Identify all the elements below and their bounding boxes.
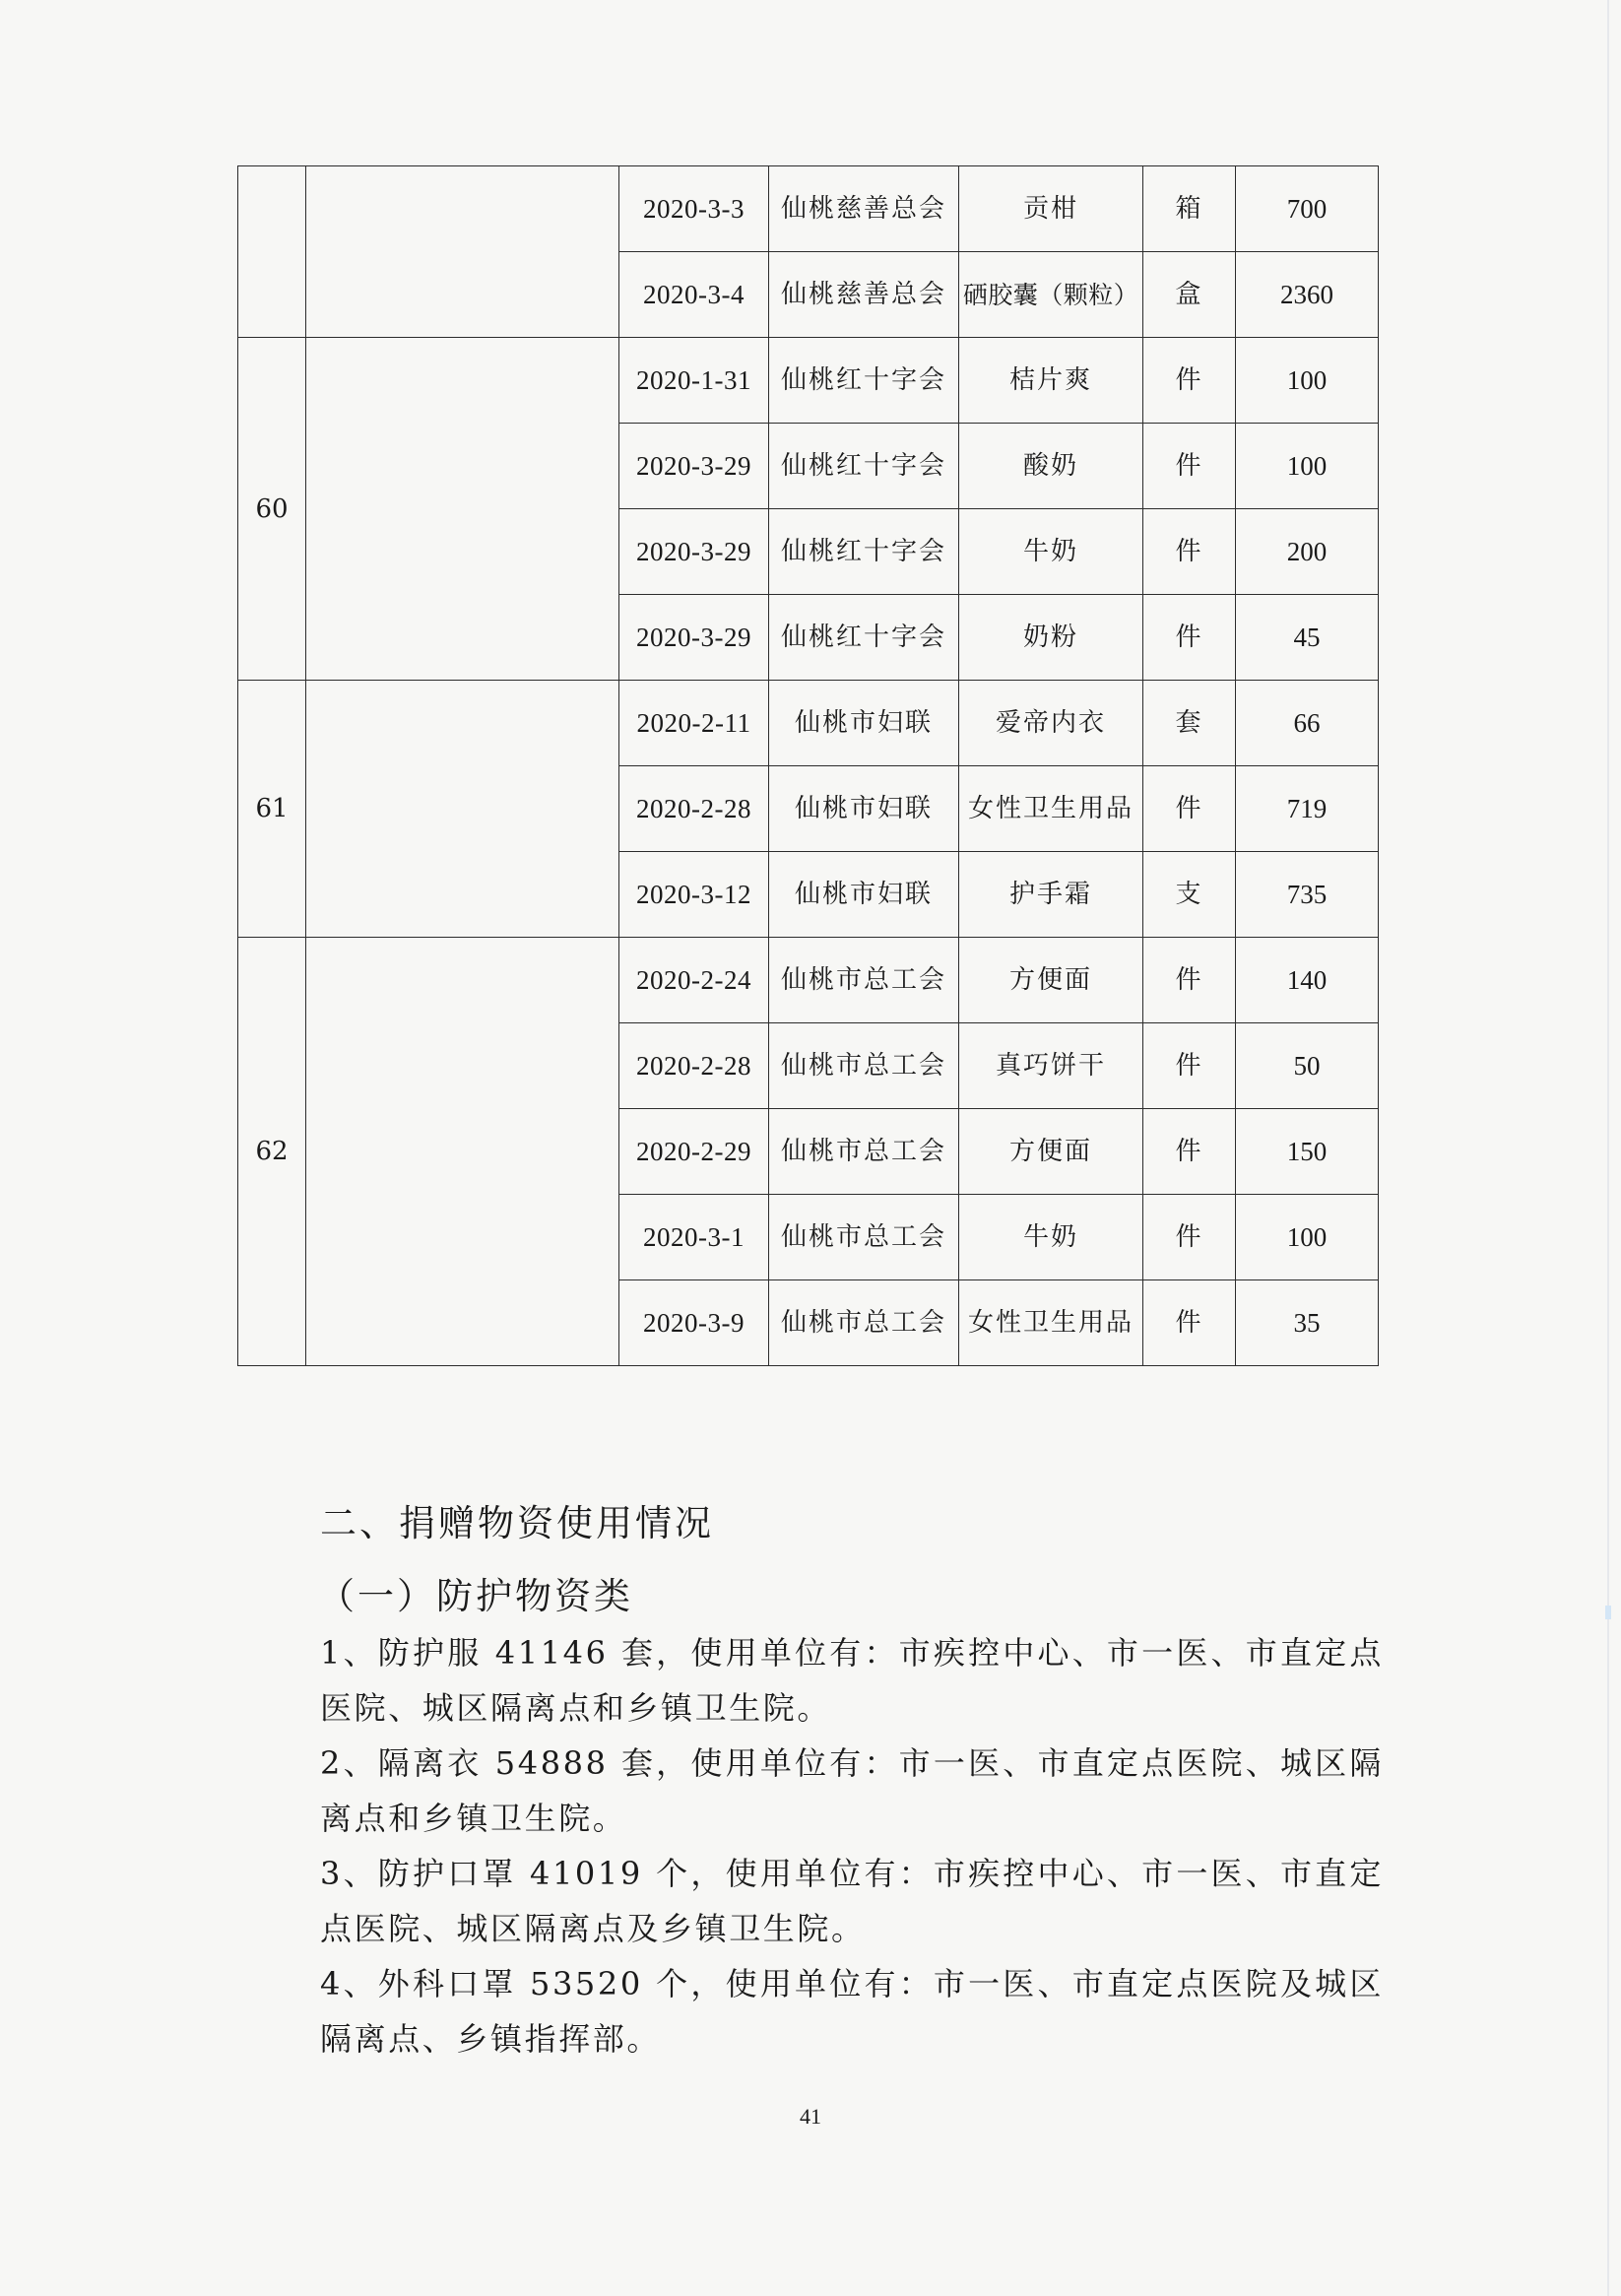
qty-cell: 719: [1236, 766, 1379, 852]
date-cell: 2020-1-31: [619, 338, 769, 424]
blank-cell: [306, 338, 619, 681]
unit-cell: 支: [1143, 852, 1236, 938]
item-cell: 奶粉: [959, 595, 1143, 681]
unit-cell: 件: [1143, 1280, 1236, 1366]
qty-cell: 140: [1236, 938, 1379, 1023]
date-cell: 2020-3-1: [619, 1195, 769, 1280]
org-cell: 仙桃市总工会: [769, 1109, 959, 1195]
blank-cell: [306, 938, 619, 1366]
date-cell: 2020-3-4: [619, 252, 769, 338]
unit-cell: 件: [1143, 595, 1236, 681]
qty-cell: 200: [1236, 509, 1379, 595]
org-cell: 仙桃市总工会: [769, 1195, 959, 1280]
page-number: 41: [800, 2104, 821, 2129]
org-cell: 仙桃红十字会: [769, 424, 959, 509]
item-cell: 酸奶: [959, 424, 1143, 509]
org-cell: 仙桃慈善总会: [769, 166, 959, 252]
item-cell: 爱帝内衣: [959, 681, 1143, 766]
unit-cell: 套: [1143, 681, 1236, 766]
table-row: [238, 938, 1379, 1023]
unit-cell: 件: [1143, 1109, 1236, 1195]
unit-cell: 箱: [1143, 166, 1236, 252]
org-cell: 仙桃红十字会: [769, 595, 959, 681]
unit-cell: 件: [1143, 509, 1236, 595]
qty-cell: 35: [1236, 1280, 1379, 1366]
date-cell: 2020-2-24: [619, 938, 769, 1023]
page-edge: [1607, 0, 1609, 2296]
date-cell: 2020-3-12: [619, 852, 769, 938]
item-cell: 真巧饼干: [959, 1023, 1143, 1109]
qty-cell: 700: [1236, 166, 1379, 252]
item-cell: 护手霜: [959, 852, 1143, 938]
item-cell: 硒胶囊（颗粒）: [959, 252, 1143, 338]
org-cell: 仙桃市妇联: [769, 852, 959, 938]
qty-cell: 45: [1236, 595, 1379, 681]
usage-paragraph: 1、防护服 41146 套，使用单位有：市疾控中心、市一医、市直定点医院、城区隔离点和乡镇卫生院。: [320, 1634, 1384, 1727]
qty-cell: 2360: [1236, 252, 1379, 338]
date-cell: 2020-3-3: [619, 166, 769, 252]
item-cell: 牛奶: [959, 1195, 1143, 1280]
page-edge-mark: [1605, 1606, 1611, 1619]
usage-paragraph: 2、隔离衣 54888 套，使用单位有：市一医、市直定点医院、城区隔离点和乡镇卫生院。: [320, 1744, 1384, 1837]
date-cell: 2020-2-28: [619, 1023, 769, 1109]
table-row: [238, 166, 1379, 252]
item-cell: 牛奶: [959, 509, 1143, 595]
item-cell: 女性卫生用品: [959, 766, 1143, 852]
section-heading: 二、捐赠物资使用情况: [320, 1502, 714, 1544]
unit-cell: 件: [1143, 1195, 1236, 1280]
serial-cell: 60: [238, 338, 306, 681]
unit-cell: 盒: [1143, 252, 1236, 338]
unit-cell: 件: [1143, 424, 1236, 509]
item-cell: 桔片爽: [959, 338, 1143, 424]
qty-cell: 50: [1236, 1023, 1379, 1109]
qty-cell: 735: [1236, 852, 1379, 938]
unit-cell: 件: [1143, 766, 1236, 852]
usage-paragraph: 4、外科口罩 53520 个，使用单位有：市一医、市直定点医院及城区隔离点、乡镇指挥部。: [320, 1965, 1384, 2058]
usage-paragraph: 3、防护口罩 41019 个，使用单位有：市疾控中心、市一医、市直定点医院、城区隔离点及乡镇卫生院。: [320, 1855, 1384, 1947]
qty-cell: 100: [1236, 338, 1379, 424]
date-cell: 2020-3-29: [619, 424, 769, 509]
donation-table: [237, 165, 1379, 1366]
item-cell: 女性卫生用品: [959, 1280, 1143, 1366]
date-cell: 2020-3-29: [619, 595, 769, 681]
serial-cell: 62: [238, 938, 306, 1366]
blank-cell: [306, 166, 619, 338]
table-row: [238, 681, 1379, 766]
item-cell: 方便面: [959, 1109, 1143, 1195]
table-row: [238, 338, 1379, 424]
item-cell: 方便面: [959, 938, 1143, 1023]
org-cell: 仙桃市总工会: [769, 1280, 959, 1366]
org-cell: 仙桃慈善总会: [769, 252, 959, 338]
unit-cell: 件: [1143, 338, 1236, 424]
unit-cell: 件: [1143, 938, 1236, 1023]
date-cell: 2020-2-11: [619, 681, 769, 766]
serial-cell: 61: [238, 681, 306, 938]
qty-cell: 100: [1236, 1195, 1379, 1280]
date-cell: 2020-2-29: [619, 1109, 769, 1195]
blank-cell: [306, 681, 619, 938]
serial-cell: [238, 166, 306, 338]
qty-cell: 100: [1236, 424, 1379, 509]
unit-cell: 件: [1143, 1023, 1236, 1109]
org-cell: 仙桃市总工会: [769, 1023, 959, 1109]
org-cell: 仙桃市妇联: [769, 681, 959, 766]
date-cell: 2020-3-9: [619, 1280, 769, 1366]
org-cell: 仙桃红十字会: [769, 338, 959, 424]
org-cell: 仙桃市妇联: [769, 766, 959, 852]
item-cell: 贡柑: [959, 166, 1143, 252]
date-cell: 2020-3-29: [619, 509, 769, 595]
qty-cell: 66: [1236, 681, 1379, 766]
org-cell: 仙桃红十字会: [769, 509, 959, 595]
date-cell: 2020-2-28: [619, 766, 769, 852]
subsection-heading: （一）防护物资类: [318, 1575, 633, 1617]
qty-cell: 150: [1236, 1109, 1379, 1195]
org-cell: 仙桃市总工会: [769, 938, 959, 1023]
